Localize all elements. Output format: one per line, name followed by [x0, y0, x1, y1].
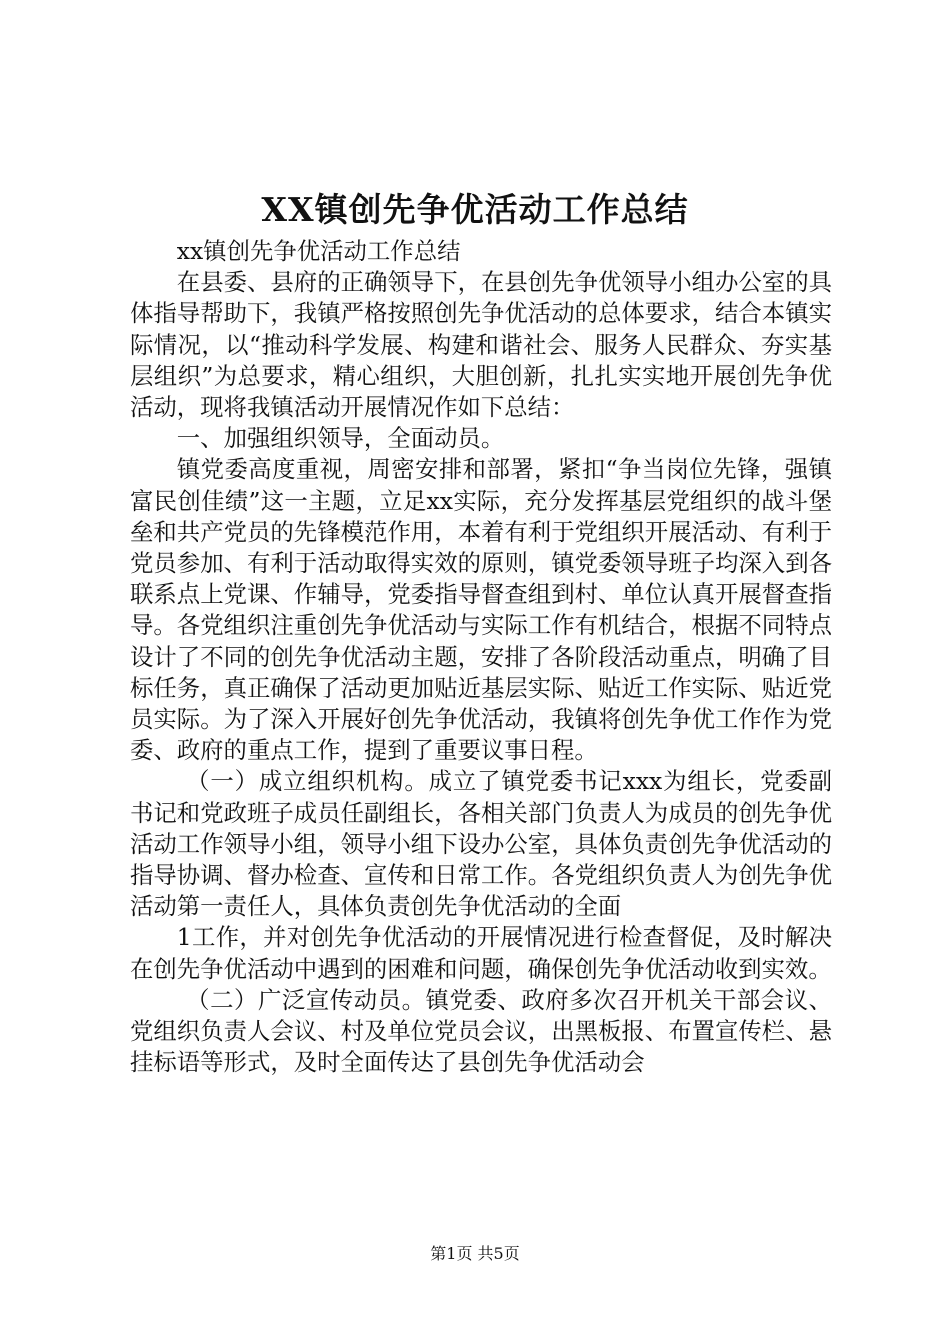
paragraph-heading: xx镇创先争优活动工作总结 — [176, 237, 461, 265]
paragraph-intro: 在县委、县府的正确领导下，在县创先争优领导小组办公室的具体指导帮助下，我镇严格按照创先争优活动的总体要求，结合本镇实际情况，以“推动科学发展、构建和谐社会、服务人民群众、夯实基层组织”为总要求，精心组织，大胆创新，扎扎实实地开展创先争优活动，现将我镇活动开展情况作如下总结： — [130, 268, 832, 422]
paragraph-subsection-2: （二）广泛宣传动员。镇党委、政府多次召开机关干部会议、党组织负责人会议、村及单位党员会议，出黑板报、布置宣传栏、悬挂标语等形式，及时全面传达了县创先争优活动会 — [130, 985, 832, 1077]
page-number: 第1页 共5页 — [430, 1244, 520, 1263]
paragraph-section-1: 镇党委高度重视，周密安排和部署，紧扣“争当岗位先锋，强镇富民创佳绩”这一主题，立足xx实际，充分发挥基层党组织的战斗堡垒和共产党员的先锋模范作用，本着有利于党组织开展活动、有利于党员参加、有利于活动取得实效的原则，镇党委领导班子均深入到各联系点上党课、作辅导，党委指导督查组到村、单位认真开展督查指导。各党组织注重创先争优活动与实际工作有机结合，根据不同特点设计了不同的创先争优活动主题，安排了各阶段活动重点，明确了目标任务，真正确保了活动更加贴近基层实际、贴近工作实际、贴近党员实际。为了深入开展好创先争优活动，我镇将创先争优工作作为党委、政府的重点工作，提到了重要议事日程。 — [130, 455, 832, 765]
section-heading-1: 一、加强组织领导，全面动员。 — [176, 424, 505, 453]
paragraph-continuation: 1工作，并对创先争优活动的开展情况进行检查督促，及时解决在创先争优活动中遇到的困难和问题，确保创先争优活动收到实效。 — [130, 923, 832, 983]
document-title: XX镇创先争优活动工作总结 — [261, 190, 689, 229]
paragraph-subsection-1: （一）成立组织机构。成立了镇党委书记xxx为组长，党委副书记和党政班子成员任副组长，各相关部门负责人为成员的创先争优活动工作领导小组，领导小组下设办公室，具体负责创先争优活动的指导协调、督办检查、宣传和日常工作。各党组织负责人为创先争优活动第一责任人，具体负责创先争优活动的全面 — [130, 767, 832, 921]
document-body — [130, 236, 832, 1078]
